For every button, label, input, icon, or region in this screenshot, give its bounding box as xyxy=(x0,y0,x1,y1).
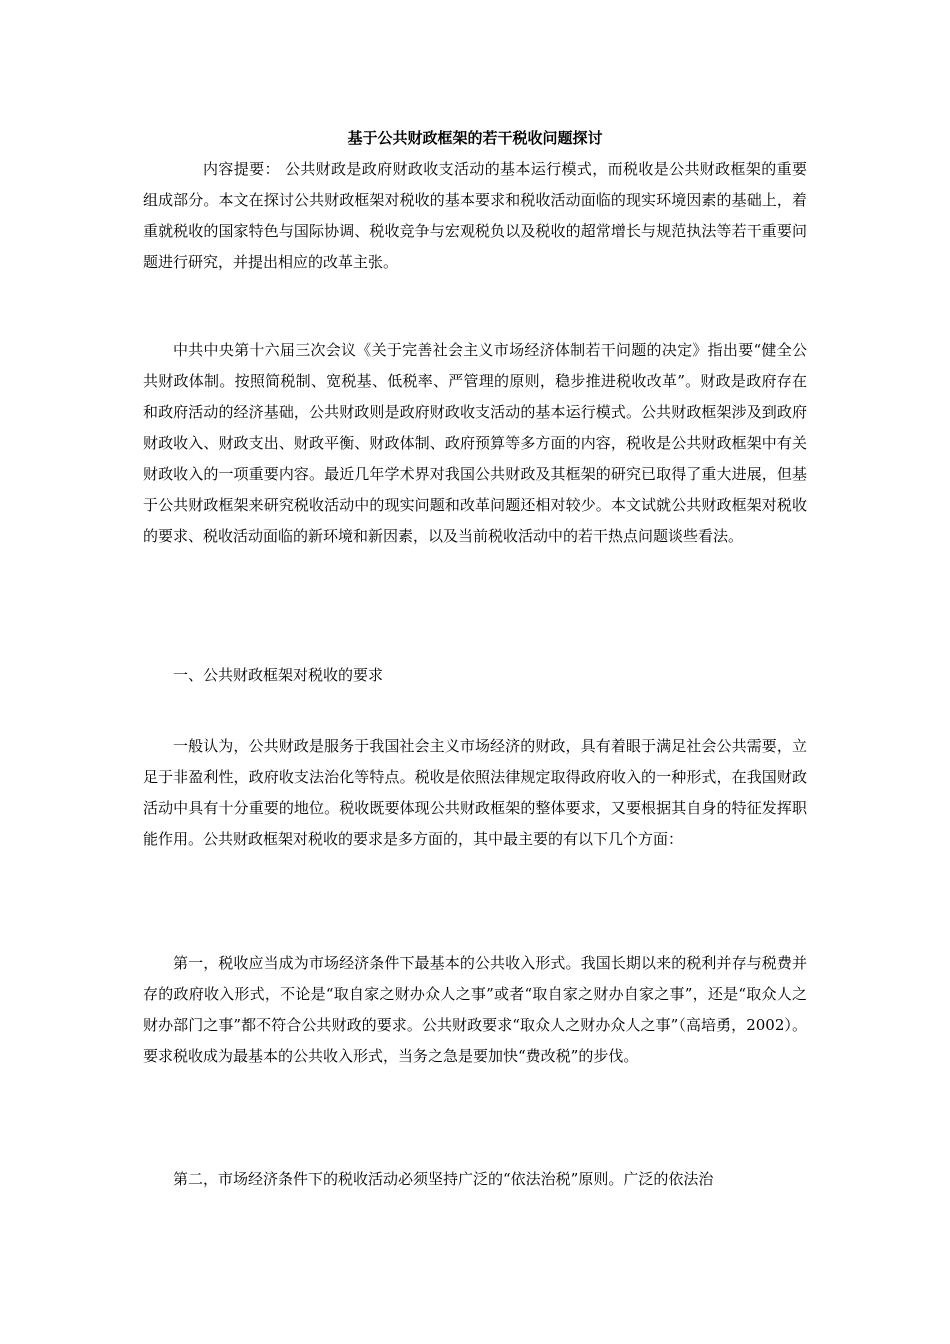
document-title: 基于公共财政框架的若干税收问题探讨 xyxy=(347,129,603,147)
body-paragraph-2: 第一，税收应当成为市场经济条件下最基本的公共收入形式。我国长期以来的税利并存与税费并存的政府收入形式，不论是“取自家之财办众人之事”或者“取自家之财办自家之事”，还是“取众人之财办部门之事”都不符合公共财政的要求。公共财政要求“取众人之财办众人之事”（高培勇，2002）。要求税收成为最基本的公共收入形式，当务之急是要加快“费改税”的步伐。 xyxy=(143,954,807,1065)
section-heading: 一、公共财政框架对税收的要求 xyxy=(173,666,384,684)
intro-paragraph: 中共中央第十六届三次会议《关于完善社会主义市场经济体制若干问题的决定》指出要“健全公共财政体制。按照简税制、宽税基、低税率、严管理的原则，稳步推进税收改革”。财政是政府存在和政府活动的经济基础，公共财政则是政府财政收支活动的基本运行模式。公共财政框架涉及到政府财政收入、财政支出、财政平衡、财政体制、政府预算等多方面的内容，税收是公共财政框架中有关财政收入的一项重要内容。最近几年学术界对我国公共财政及其框架的研究已取得了重大进展，但基于公共财政框架来研究税收活动中的现实问题和改革问题还相对较少。本文试就公共财政框架对税收的要求、税收活动面临的新环境和新因素，以及当前税收活动中的若干热点问题谈些看法。 xyxy=(143,341,807,545)
body-paragraph-3: 第二，市场经济条件下的税收活动必须坚持广泛的“依法治税”原则。广泛的依法治 xyxy=(173,1170,714,1188)
abstract-paragraph: 内容提要： 公共财政是政府财政收支活动的基本运行模式，而税收是公共财政框架的重要组成部分。本文在探讨公共财政框架对税收的基本要求和税收活动面临的现实环境因素的基础上，着重就税收的国家特色与国际协调、税收竞争与宏观税负以及税收的超常增长与规范执法等若干重要问题进行研究，并提出相应的改革主张。 xyxy=(143,160,807,271)
body-paragraph-1: 一般认为，公共财政是服务于我国社会主义市场经济的财政，具有着眼于满足社会公共需要，立足于非盈利性，政府收支法治化等特点。税收是依照法律规定取得政府收入的一种形式，在我国财政活动中具有十分重要的地位。税收既要体现公共财政框架的整体要求，又要根据其自身的特征发挥职能作用。公共财政框架对税收的要求是多方面的，其中最主要的有以下几个方面： xyxy=(143,737,807,848)
